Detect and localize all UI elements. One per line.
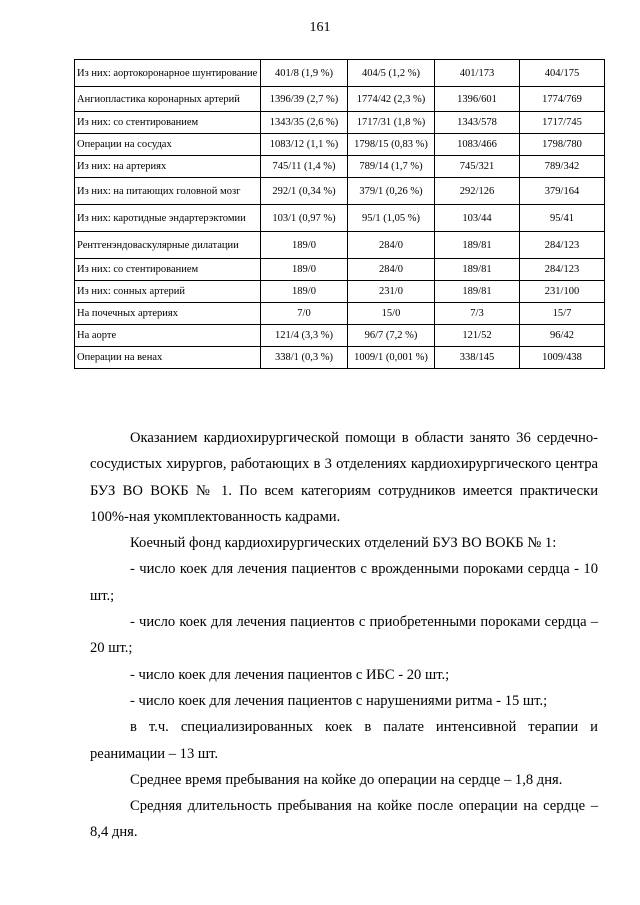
row-label-cell: Операции на венах [75,347,261,369]
table-row [75,87,605,112]
value-cell: 404/175 [520,60,605,87]
value-cell: 15/7 [520,303,605,325]
table-row [75,60,605,87]
value-cell: 189/81 [435,259,520,281]
value-cell: 189/0 [261,259,348,281]
value-cell: 1396/39 (2,7 %) [261,87,348,112]
value-cell: 1009/1 (0,001 %) [348,347,435,369]
value-cell: 379/1 (0,26 %) [348,178,435,205]
paragraph-postop-stay: Средняя длительность пребывания на койке после операции на сердце – 8,4 дня. [90,798,598,841]
table-body [75,60,605,369]
value-cell: 789/342 [520,156,605,178]
value-cell: 338/1 (0,3 %) [261,347,348,369]
row-label-cell: Ангиопластика коронарных артерий [75,87,261,112]
value-cell: 284/123 [520,232,605,259]
value-cell: 103/1 (0,97 %) [261,205,348,232]
value-cell: 231/0 [348,281,435,303]
list-item-arrhythmia: - число коек для лечения пациентов с нарушениями ритма - 15 шт.; [130,692,548,709]
row-label-cell: Операции на сосудах [75,134,261,156]
paragraph-bed-fund: Коечный фонд кардиохирургических отделений БУЗ ВО ВОКБ № 1: [130,535,557,552]
paragraph-preop-stay: Среднее время пребывания на койке до операции на сердце – 1,8 дня. [130,771,563,788]
value-cell: 1798/15 (0,83 %) [348,134,435,156]
value-cell: 121/52 [435,325,520,347]
statistics-table [74,59,605,369]
table-row [75,281,605,303]
value-cell: 1343/578 [435,112,520,134]
value-cell: 7/3 [435,303,520,325]
value-cell: 292/126 [435,178,520,205]
value-cell: 745/11 (1,4 %) [261,156,348,178]
row-label-cell: Из них: со стентированием [75,259,261,281]
body-text [90,425,598,846]
value-cell: 15/0 [348,303,435,325]
row-label-cell: Из них: сонных артерий [75,281,261,303]
value-cell: 95/1 (1,05 %) [348,205,435,232]
row-label-cell: На почечных артериях [75,303,261,325]
value-cell: 401/173 [435,60,520,87]
row-label-cell: Из них: со стентированием [75,112,261,134]
value-cell: 189/0 [261,232,348,259]
row-label-cell: На аорте [75,325,261,347]
value-cell: 231/100 [520,281,605,303]
value-cell: 1717/31 (1,8 %) [348,112,435,134]
paragraph-staff: Оказанием кардиохирургической помощи в области занято 36 сердечно-сосудистых хирургов, работающих в 3 отделениях кардиохирургического центра БУЗ ВО ВОКБ № 1. По всем категориям сотрудников имеется практически 100%-ная укомплектованность кадрами. [90,430,598,525]
table-row [75,347,605,369]
table-row [75,112,605,134]
value-cell: 745/321 [435,156,520,178]
row-label-cell: Из них: на питающих головной мозг [75,178,261,205]
value-cell: 96/7 (7,2 %) [348,325,435,347]
list-item-icu: в т.ч. специализированных коек в палате интенсивной терапии и реанимации – 13 шт. [90,719,598,762]
table-row [75,303,605,325]
value-cell: 96/42 [520,325,605,347]
value-cell: 401/8 (1,9 %) [261,60,348,87]
table-row [75,156,605,178]
value-cell: 1083/466 [435,134,520,156]
value-cell: 189/0 [261,281,348,303]
row-label-cell: Рентгенэндоваскулярные дилатации [75,232,261,259]
value-cell: 7/0 [261,303,348,325]
value-cell: 1083/12 (1,1 %) [261,134,348,156]
row-label-cell: Из них: аортокоронарное шунтирование [75,60,261,87]
value-cell: 1343/35 (2,6 %) [261,112,348,134]
list-item-congenital: - число коек для лечения пациентов с врожденными пороками сердца - 10 шт.; [90,561,598,604]
value-cell: 284/0 [348,259,435,281]
value-cell: 284/0 [348,232,435,259]
value-cell: 1774/42 (2,3 %) [348,87,435,112]
list-item-ihd: - число коек для лечения пациентов с ИБС - 20 шт.; [130,666,450,683]
value-cell: 121/4 (3,3 %) [261,325,348,347]
value-cell: 1798/780 [520,134,605,156]
value-cell: 379/164 [520,178,605,205]
row-label-cell: Из них: на артериях [75,156,261,178]
value-cell: 1396/601 [435,87,520,112]
list-item-acquired: - число коек для лечения пациентов с приобретенными пороками сердца – 20 шт.; [90,614,598,657]
value-cell: 789/14 (1,7 %) [348,156,435,178]
value-cell: 1009/438 [520,347,605,369]
table-row [75,325,605,347]
value-cell: 103/44 [435,205,520,232]
value-cell: 95/41 [520,205,605,232]
value-cell: 292/1 (0,34 %) [261,178,348,205]
value-cell: 1717/745 [520,112,605,134]
page-number: 161 [309,20,331,35]
value-cell: 338/145 [435,347,520,369]
table-row [75,259,605,281]
table-row [75,134,605,156]
value-cell: 404/5 (1,2 %) [348,60,435,87]
value-cell: 284/123 [520,259,605,281]
table-row [75,232,605,259]
value-cell: 189/81 [435,281,520,303]
row-label-cell: Из них: каротидные эндартерэктомии [75,205,261,232]
table-row [75,205,605,232]
table-row [75,178,605,205]
value-cell: 1774/769 [520,87,605,112]
value-cell: 189/81 [435,232,520,259]
